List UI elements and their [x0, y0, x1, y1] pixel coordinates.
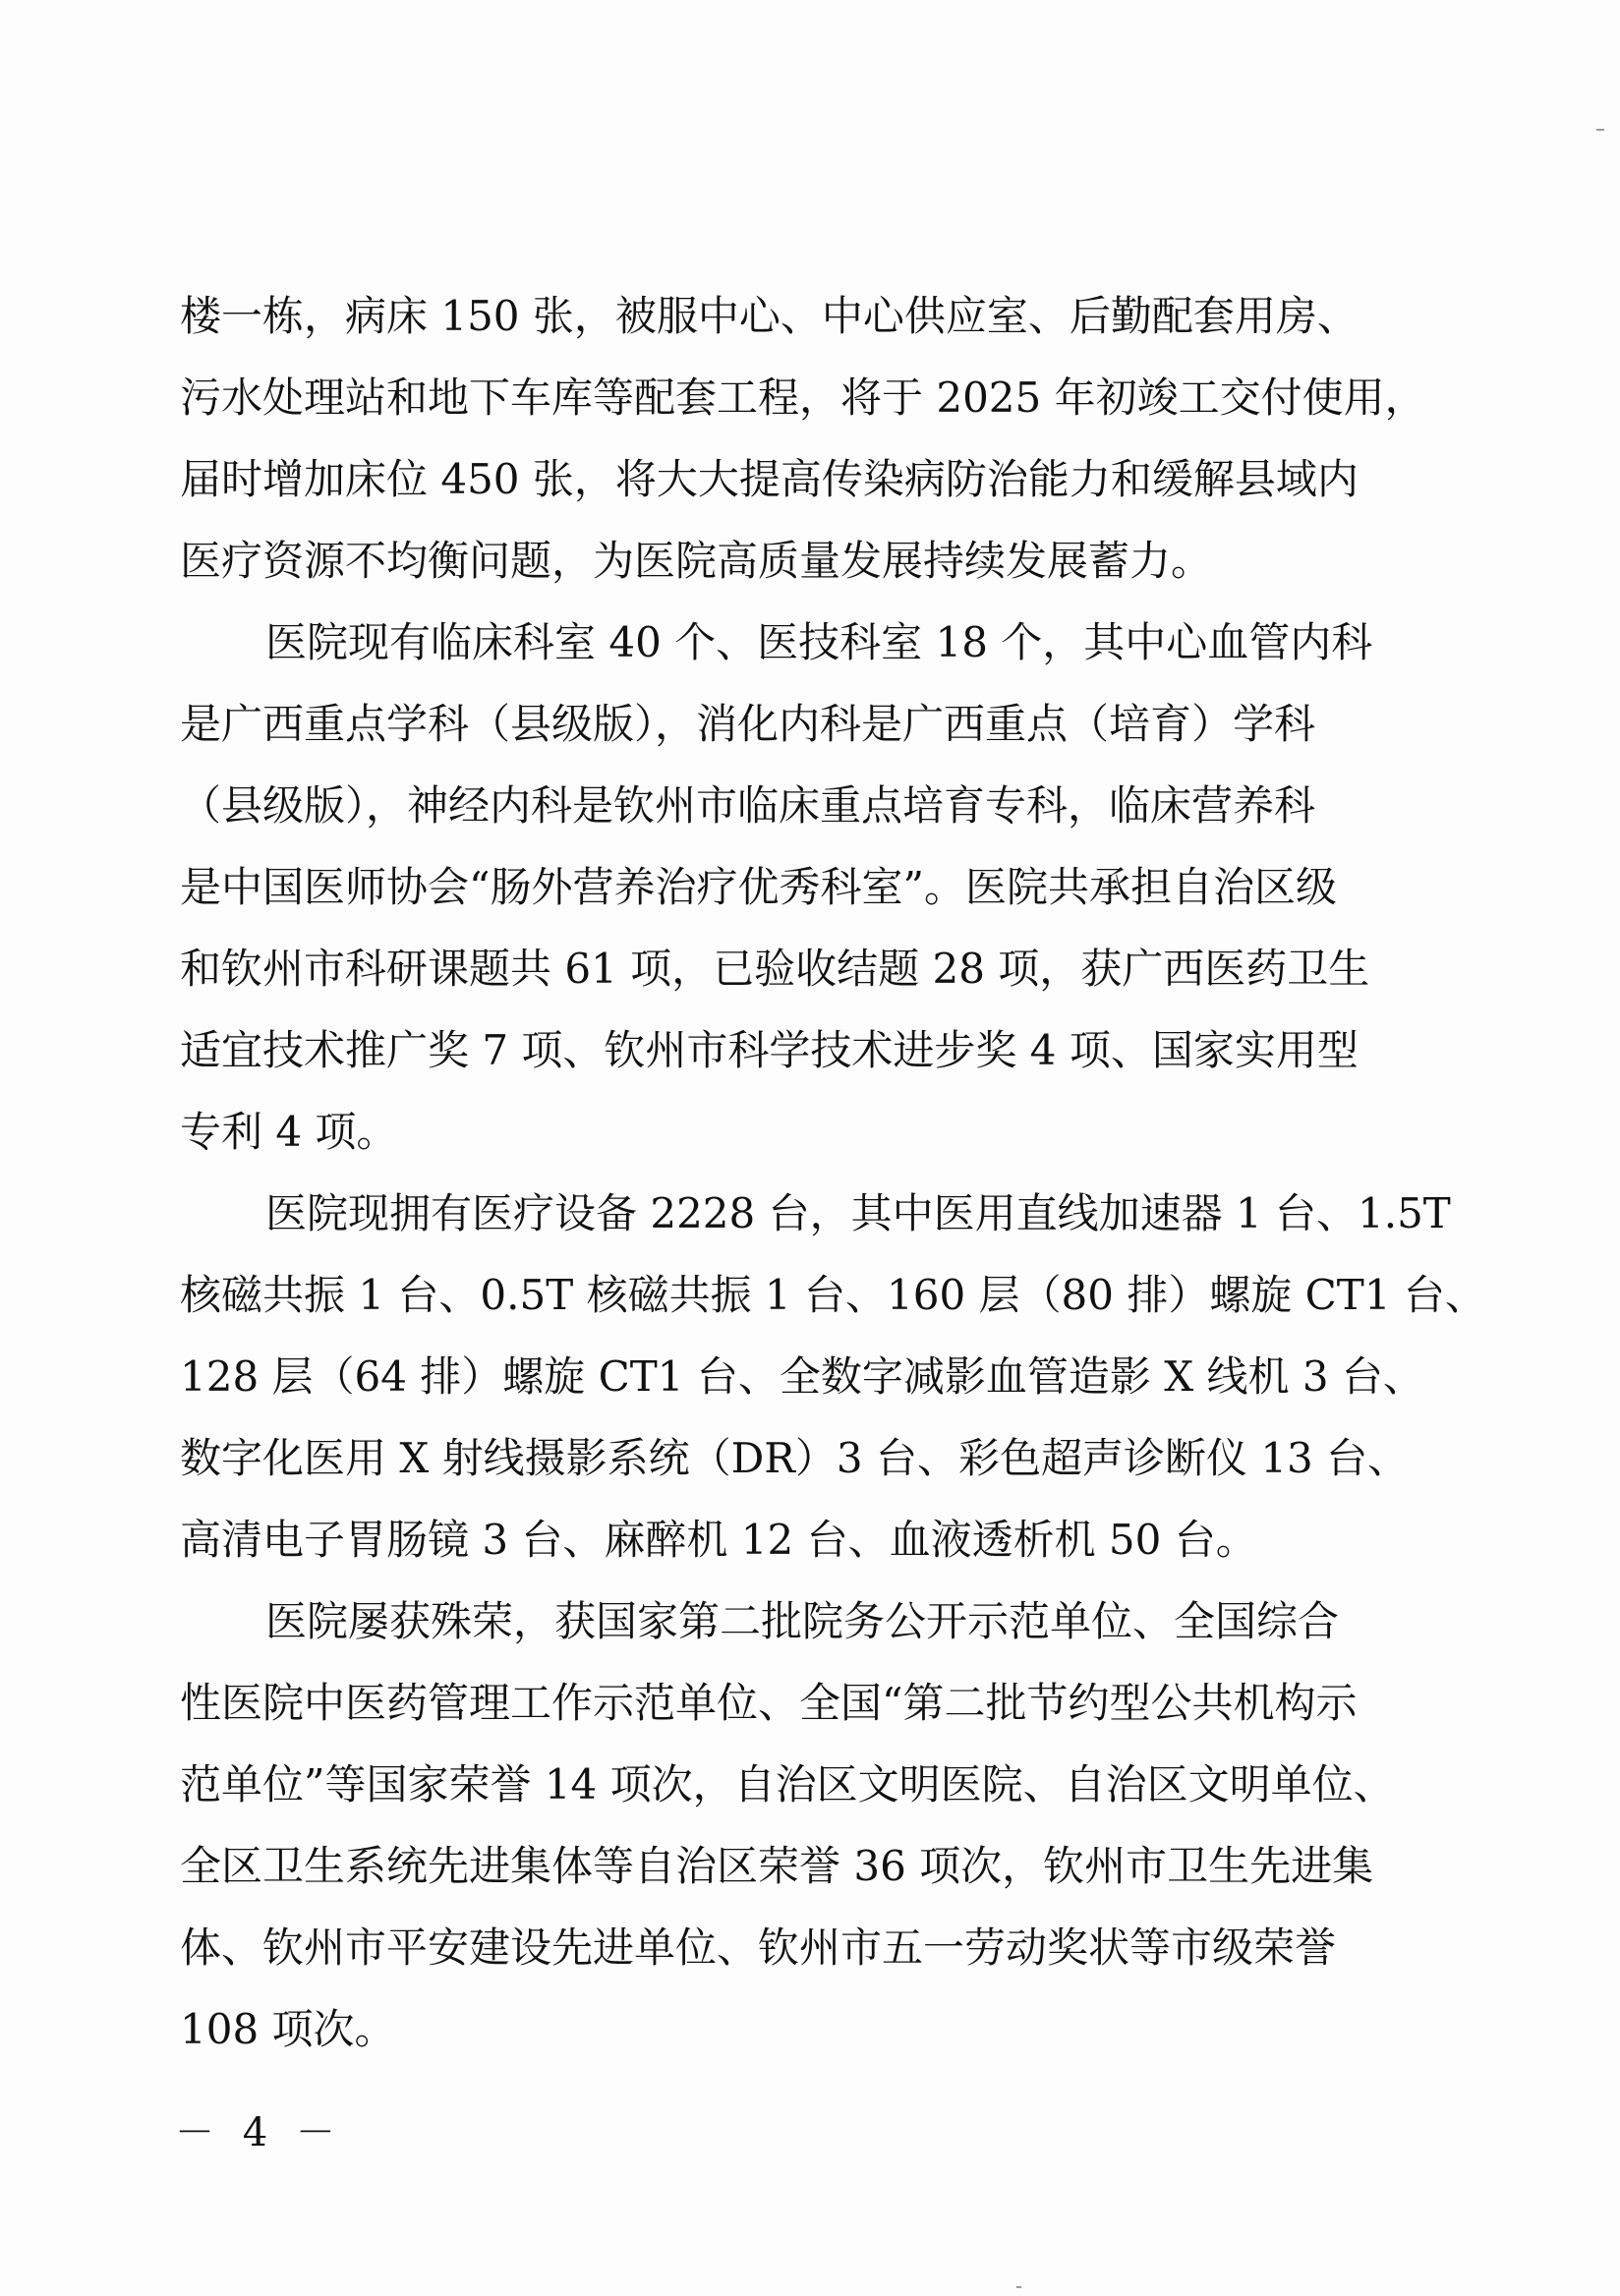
scan-mark: [1016, 2286, 1021, 2288]
body-line: 108 项次。: [180, 2005, 396, 2053]
paragraph-first-line: 医院现有临床科室 40 个、医技科室 18 个，其中心血管内科: [265, 618, 1373, 666]
body-line: 范单位”等国家荣誉 14 项次，自治区文明医院、自治区文明单位、: [180, 1760, 1395, 1808]
body-line: 届时增加床位 450 张，将大大提高传染病防治能力和缓解县域内: [180, 455, 1359, 503]
scan-mark: [1596, 129, 1604, 131]
body-line: 性医院中医药管理工作示范单位、全国“第二批节约型公共机构示: [180, 1679, 1358, 1727]
body-line: 楼一栋，病床 150 张，被服中心、中心供应室、后勤配套用房、: [180, 292, 1359, 340]
body-line: 高清电子胃肠镜 3 台、麻醉机 12 台、血液透析机 50 台。: [180, 1516, 1257, 1564]
body-line: 和钦州市科研课题共 61 项，已验收结题 28 项，获广西医药卫生: [180, 945, 1370, 993]
body-line: 是中国医师协会“肠外营养治疗优秀科室”。医院共承担自治区级: [180, 863, 1337, 911]
body-line: （县级版），神经内科是钦州市临床重点培育专科，临床营养科: [180, 781, 1316, 830]
body-line: 是广西重点学科（县级版），消化内科是广西重点（培育）学科: [180, 700, 1316, 748]
body-line: 全区卫生系统先进集体等自治区荣誉 36 项次，钦州市卫生先进集: [180, 1842, 1374, 1890]
body-line: 体、钦州市平安建设先进单位、钦州市五一劳动奖状等市级荣誉: [180, 1923, 1337, 1972]
paragraph-first-line: 医院屡获殊荣，获国家第二批院务公开示范单位、全国综合: [265, 1597, 1340, 1645]
page-number: － 4 －: [175, 2110, 343, 2155]
body-line: 专利 4 项。: [180, 1108, 398, 1156]
body-line: 污水处理站和地下车库等配套工程，将于 2025 年初竣工交付使用，: [180, 373, 1426, 422]
body-line: 医疗资源不均衡问题，为医院高质量发展持续发展蓄力。: [180, 537, 1213, 585]
body-line: 适宜技术推广奖 7 项、钦州市科学技术进步奖 4 项、国家实用型: [180, 1026, 1359, 1074]
paragraph-first-line: 医院现拥有医疗设备 2228 台，其中医用直线加速器 1 台、1.5T: [265, 1189, 1451, 1237]
body-line: 数字化医用 X 射线摄影系统（DR）3 台、彩色超声诊断仪 13 台、: [180, 1434, 1410, 1482]
body-line: 128 层（64 排）螺旋 CT1 台、全数字减影血管造影 X 线机 3 台、: [180, 1352, 1424, 1401]
body-line: 核磁共振 1 台、0.5T 核磁共振 1 台、160 层（80 排）螺旋 CT1 台、: [180, 1271, 1486, 1319]
